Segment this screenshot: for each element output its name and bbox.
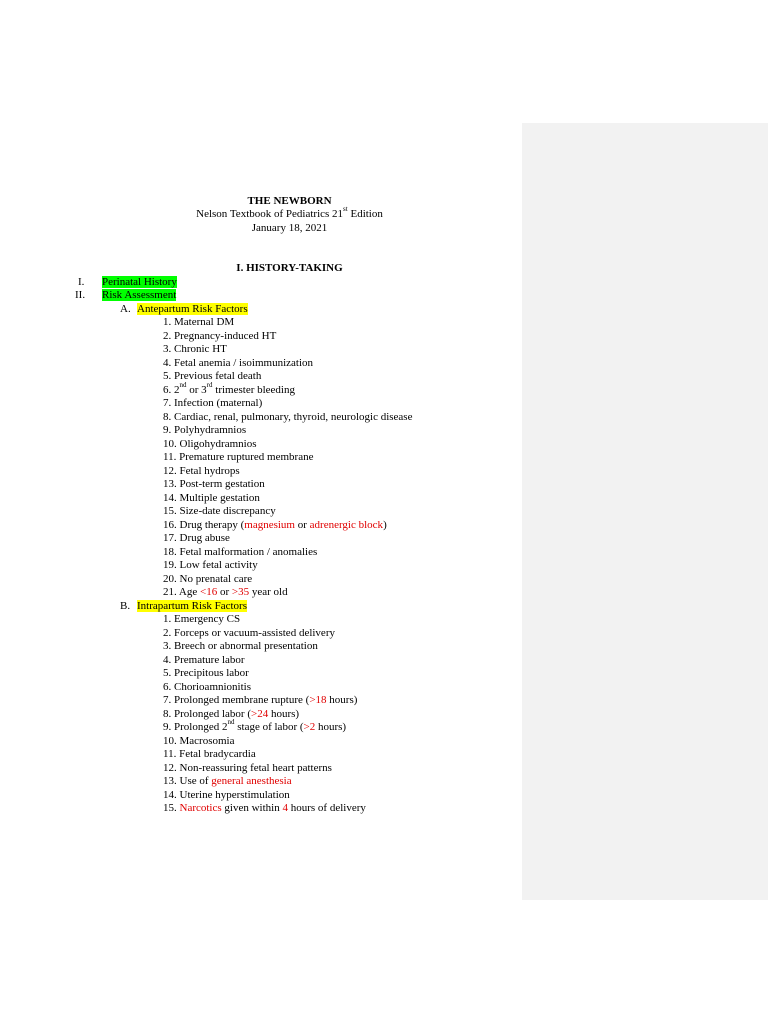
list-item: 6. Chorioamnionitis: [163, 680, 251, 693]
list-item: 15. Size-date discrepancy: [163, 505, 276, 517]
outline-a-label: Antepartum Risk Factors: [137, 303, 248, 315]
outline-i-number: I.: [78, 276, 85, 288]
document-source: Nelson Textbook of Pediatrics 21st Edition: [196, 205, 383, 220]
list-item: 17. Drug abuse: [163, 532, 230, 544]
intrapartum-list: [163, 613, 366, 816]
list-item: 2. Pregnancy-induced HT: [163, 329, 277, 342]
outline-a-number: A.: [120, 303, 131, 315]
list-item: 18. Fetal malformation / anomalies: [163, 545, 318, 558]
list-item: 13. Use of general anesthesia: [163, 775, 292, 787]
document-date: January 18, 2021: [251, 222, 328, 234]
outline-ii-label: Risk Assessment: [102, 289, 177, 301]
list-item: 7. Infection (maternal): [163, 397, 263, 409]
list-item: 14. Uterine hyperstimulation: [163, 788, 290, 801]
list-item: 4. Fetal anemia / isoimmunization: [163, 356, 313, 369]
outline-i-label: Perinatal History: [102, 276, 177, 288]
list-item: 19. Low fetal activity: [163, 559, 258, 571]
list-item: 4. Premature labor: [163, 653, 245, 666]
list-item: 8. Cardiac, renal, pulmonary, thyroid, neurologic disease: [163, 410, 413, 423]
list-item: 5. Previous fetal death: [163, 370, 262, 382]
list-item: 11. Fetal bradycardia: [163, 748, 256, 760]
comment-pane: [522, 123, 768, 900]
list-item: 16. Drug therapy (magnesium or adrenergic block): [163, 518, 387, 531]
list-item: 2. Forceps or vacuum-assisted delivery: [163, 626, 335, 639]
list-item: 8. Prolonged labor (>24 hours): [163, 707, 300, 720]
document-title: THE NEWBORN: [247, 195, 332, 207]
antepartum-list: [163, 316, 412, 600]
list-item: 6. 2nd or 3rd trimester bleeding: [163, 380, 295, 396]
list-item: 13. Post-term gestation: [163, 478, 265, 490]
outline-ii-number: II.: [75, 289, 86, 301]
list-item: 9. Polyhydramnios: [163, 424, 247, 436]
list-item: 9. Prolonged 2nd stage of labor (>2 hours): [163, 718, 347, 733]
list-item: 11. Premature ruptured membrane: [163, 451, 314, 463]
outline-b-label: Intrapartum Risk Factors: [137, 600, 247, 612]
list-item: 5. Precipitous labor: [163, 667, 249, 679]
section-heading: I. HISTORY-TAKING: [236, 262, 343, 274]
outline-b-number: B.: [120, 600, 131, 612]
list-item: 12. Fetal hydrops: [163, 464, 240, 477]
list-item: 14. Multiple gestation: [163, 491, 260, 504]
list-item: 1. Maternal DM: [163, 316, 235, 328]
list-item: 15. Narcotics given within 4 hours of delivery: [163, 802, 366, 814]
list-item: 3. Chronic HT: [163, 343, 227, 355]
list-item: 1. Emergency CS: [163, 613, 241, 625]
list-item: 12. Non-reassuring fetal heart patterns: [163, 761, 332, 774]
list-item: 10. Macrosomia: [163, 734, 235, 747]
list-item: 21. Age <16 or >35 year old: [163, 586, 288, 598]
list-item: 7. Prolonged membrane rupture (>18 hours): [163, 694, 358, 706]
list-item: 20. No prenatal care: [163, 572, 253, 585]
list-item: 3. Breech or abnormal presentation: [163, 640, 318, 652]
list-item: 10. Oligohydramnios: [163, 437, 257, 450]
